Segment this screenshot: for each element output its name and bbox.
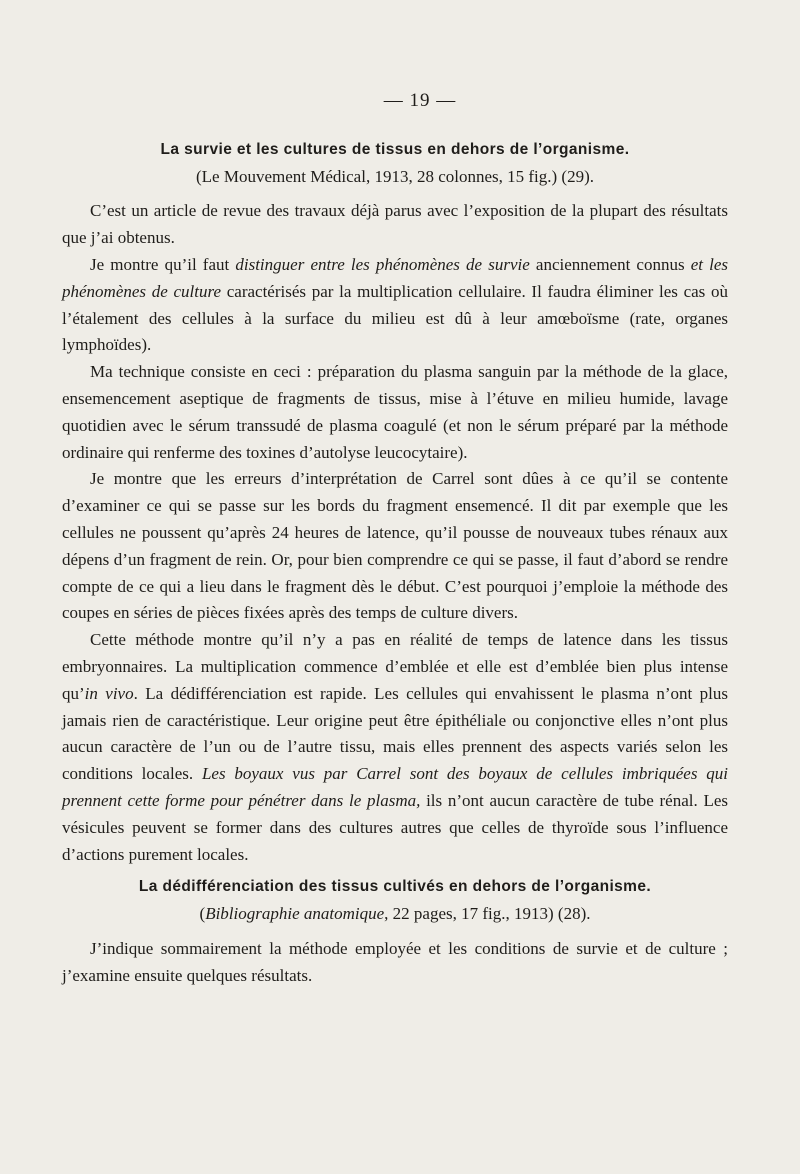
section-1-paragraph-1: C’est un article de revue des travaux déjà parus avec l’exposition de la plupart des résultats que j’ai obtenus.: [62, 201, 728, 248]
page-content: [62, 88, 728, 990]
text-run: , 22 pages, 17 fig., 1913) (28).: [384, 904, 591, 924]
journal-name: Bibliographie anatomique: [205, 904, 385, 924]
italic-phrase: Les boyaux vus par Carrel sont des boyaux de cellules imbriquées qui prennent cette forme pour pénétrer dans le plasma,: [62, 764, 728, 810]
text-run: Cette méthode montre qu’il n’y a pas en réalité de temps de latence dans les tissus embryonnaires. La multiplication commence d’emblée et elle est d’emblée bien plus intense qu’: [62, 630, 728, 703]
text-run: (: [199, 904, 206, 924]
text-run: . La dédifférenciation est rapide. Les cellules qui envahissent le plasma n’ont plus jamais rien de caractéristique. Leur origine peut être épithéliale ou conjonctive elles n’ont plus aucun caractère de l’un ou de l’autre tissu, mais elles prennent des aspects variés selon les conditions locales.: [62, 683, 729, 784]
text-run: Je montre qu’il faut: [90, 254, 236, 274]
text-run: anciennement connus: [529, 254, 691, 274]
italic-phrase: in vivo: [84, 683, 134, 703]
section-1-paragraph-2: [62, 252, 728, 359]
section-2-title: La dédifférenciation des tissus cultivés en dehors de l’organisme.: [138, 878, 652, 896]
italic-phrase: et les phénomènes de culture: [62, 254, 729, 301]
text-run: caractérisés par la multiplication cellulaire. Il faudra éliminer les cas où l’étalement des cellules à la surface du milieu est dû à leur amœboïsme (rate, organes lymphoïdes).: [62, 281, 728, 355]
section-1-paragraph-3: Ma technique consiste en ceci : préparation du plasma sanguin par la méthode de la glace, ensemencement aseptique de fragments de tissus, mise à l’étuve en milieu humide, lavage quotidien avec le sérum transsudé de plasma coagulé (et non le sérum préparé par la méthode ordinaire qui renferme des toxines d’autolyse leucocytaire).: [62, 362, 728, 462]
section-1-title: La survie et les cultures de tissus en dehors de l’organisme.: [160, 140, 630, 158]
section-2-paragraph-1: J’indique sommairement la méthode employée et les conditions de survie et de culture ; j’examine ensuite quelques résultats.: [62, 938, 728, 985]
text-run: ils n’ont aucun caractère de tube rénal. Les vésicules peuvent se former dans des cultures autres que celles de thyroïde sous l’influence d’actions purement locales.: [62, 790, 728, 864]
page-number: — 19 —: [383, 90, 457, 111]
section-2-citation: [62, 901, 728, 928]
section-1-paragraph-5: [62, 627, 728, 868]
section-1-paragraph-4: Je montre que les erreurs d’interprétation de Carrel sont dûes à ce qu’il se contente d’examiner ce qui se passe sur les bords du fragment ensemencé. Il dit par exemple que les cellules ne poussent qu’après 24 heures de latence, qu’il pousse de nouveaux tubes rénaux aux dépens d’un fragment de rein. Or, pour bien comprendre ce qui se passe, il faut d’abord se rendre compte de ce qui a lieu dans le fragment dès le début. C’est pourquoi j’emploie la méthode des coupes en séries de pièces fixées après des temps de culture divers.: [62, 469, 728, 623]
section-1-citation: (Le Mouvement Médical, 1913, 28 colonnes, 15 fig.) (29).: [196, 166, 594, 186]
italic-phrase: distinguer entre les phénomènes de survie: [235, 254, 530, 274]
